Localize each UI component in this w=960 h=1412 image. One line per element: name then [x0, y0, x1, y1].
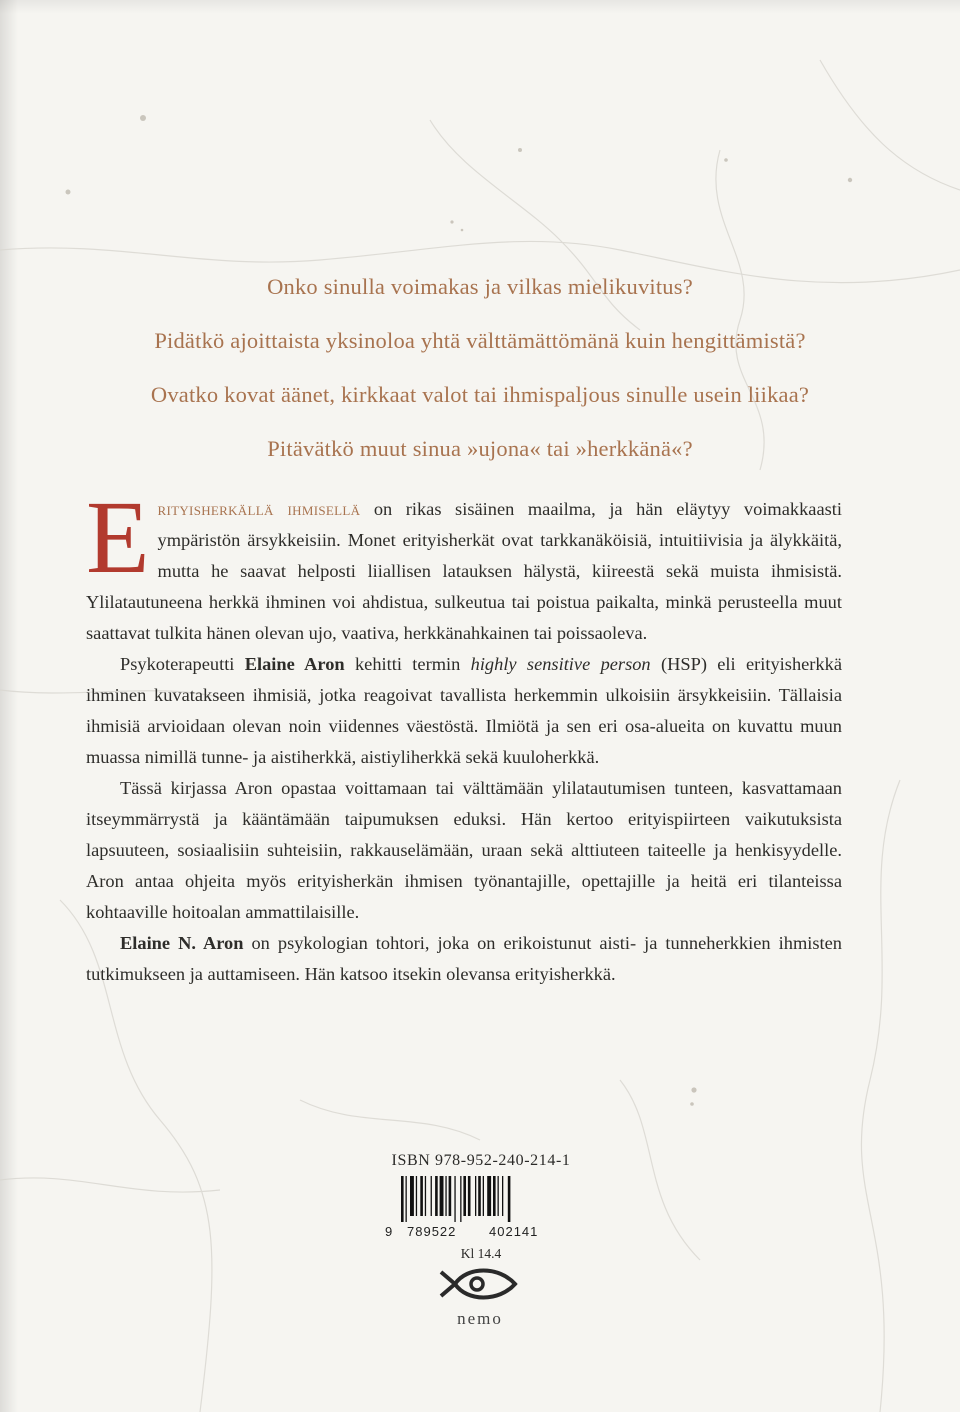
- barcode-bars-icon: [393, 1176, 569, 1222]
- publisher-name: nemo: [457, 1309, 503, 1328]
- isbn-block: [376, 1152, 586, 1262]
- author-name: Elaine Aron: [244, 654, 345, 674]
- paragraph-text: on rikas sisäinen maailma, ja hän eläytyy voimakkaasti ympäristön ärsykkeisiin. Monet erityisherkät ovat tarkkanäköisiä, intuitiivisia ja älykkäitä, mutta he saavat helposti liiallisen latauksen hälystä, kiireestä sekä muista ihmisistä. Ylilatautuneena herkkä ihminen voi ahdistua, sulkeutua tai poistua paikalta, minkä perusteella muut saattavat tulkita hänen olevan ujo, vaativa, herkkänahkainen tai poissaoleva.: [86, 499, 842, 643]
- barcode-digits: [385, 1224, 577, 1242]
- blurb-paragraph: Tässä kirjassa Aron opastaa voittamaan tai välttämään ylilatautumisen tunteen, kasvattamaan itseymmärrystä ja kääntämään taipumuksen eduksi. Hän kertoo erityispiirteen vaikutuksista lapsuuteen, sosiaalisiin suhteisiin, rakkauselämään, uraan sekä alttiuteen taiteelle ja henkisyydelle. Aron antaa ohjeita myös erityisherkän ihmisen työnantajille, opettajille ja heitä eri tilanteissa kohtaaville hoitoalan ammattilaisille.: [86, 778, 842, 922]
- barcode-digit-first: 9: [385, 1224, 393, 1239]
- barcode-digits-left: 789522: [407, 1224, 457, 1239]
- term-text: highly sensitive person: [470, 654, 651, 674]
- teaser-questions: [70, 272, 890, 488]
- teaser-question: Ovatko kovat äänet, kirkkaat valot tai ihmispaljous sinulle usein liikaa?: [150, 382, 810, 407]
- lead-in-text: rityisherkällä ihmisellä: [157, 499, 361, 519]
- fish-logo-icon: [437, 1262, 523, 1306]
- paragraph-text: (HSP) eli erityisherkkä ihminen kuvatakseen ihmisiä, jotka reagoivat tavallista herkemmin ulkoisiin ärsykkeisiin. Tällaisia ihmisiä arvioidaan olevan noin viidennes väestöstä. Ilmiötä ja sen eri osa-alueita on kuvattu muun muassa nimillä tunne- ja aistiherkkä, aistiyliherkkä sekä kuuloherkkä.: [86, 654, 842, 767]
- barcode-digits-right: 402141: [489, 1224, 539, 1239]
- author-bio: [86, 928, 842, 990]
- teaser-question: Pidätkö ajoittaista yksinoloa yhtä välttämättömänä kuin hengittämistä?: [154, 328, 806, 353]
- isbn-number: ISBN 978-952-240-214-1: [391, 1152, 571, 1169]
- classification-code: Kl 14.4: [460, 1246, 502, 1261]
- blurb-paragraph: [86, 480, 842, 649]
- drop-cap: E: [86, 480, 150, 595]
- author-name: Elaine N. Aron: [120, 933, 244, 953]
- paragraph-text: kehitti termin: [344, 654, 471, 674]
- barcode: [385, 1176, 569, 1240]
- teaser-question: Onko sinulla voimakas ja vilkas mielikuvitus?: [267, 274, 693, 299]
- blurb-text: [86, 480, 842, 990]
- publisher-logo: [430, 1262, 530, 1329]
- blurb-paragraph: [86, 649, 842, 773]
- paragraph-text: on psykologian tohtori, joka on erikoistunut aisti- ja tunneherkkien ihmisten tutkimukseen ja auttamiseen. Hän katsoo itsekin olevansa erityisherkkä.: [86, 933, 842, 984]
- paragraph-text: Psykoterapeutti: [120, 654, 245, 674]
- teaser-question: Pitävätkö muut sinua »ujona« tai »herkkänä«?: [267, 436, 693, 461]
